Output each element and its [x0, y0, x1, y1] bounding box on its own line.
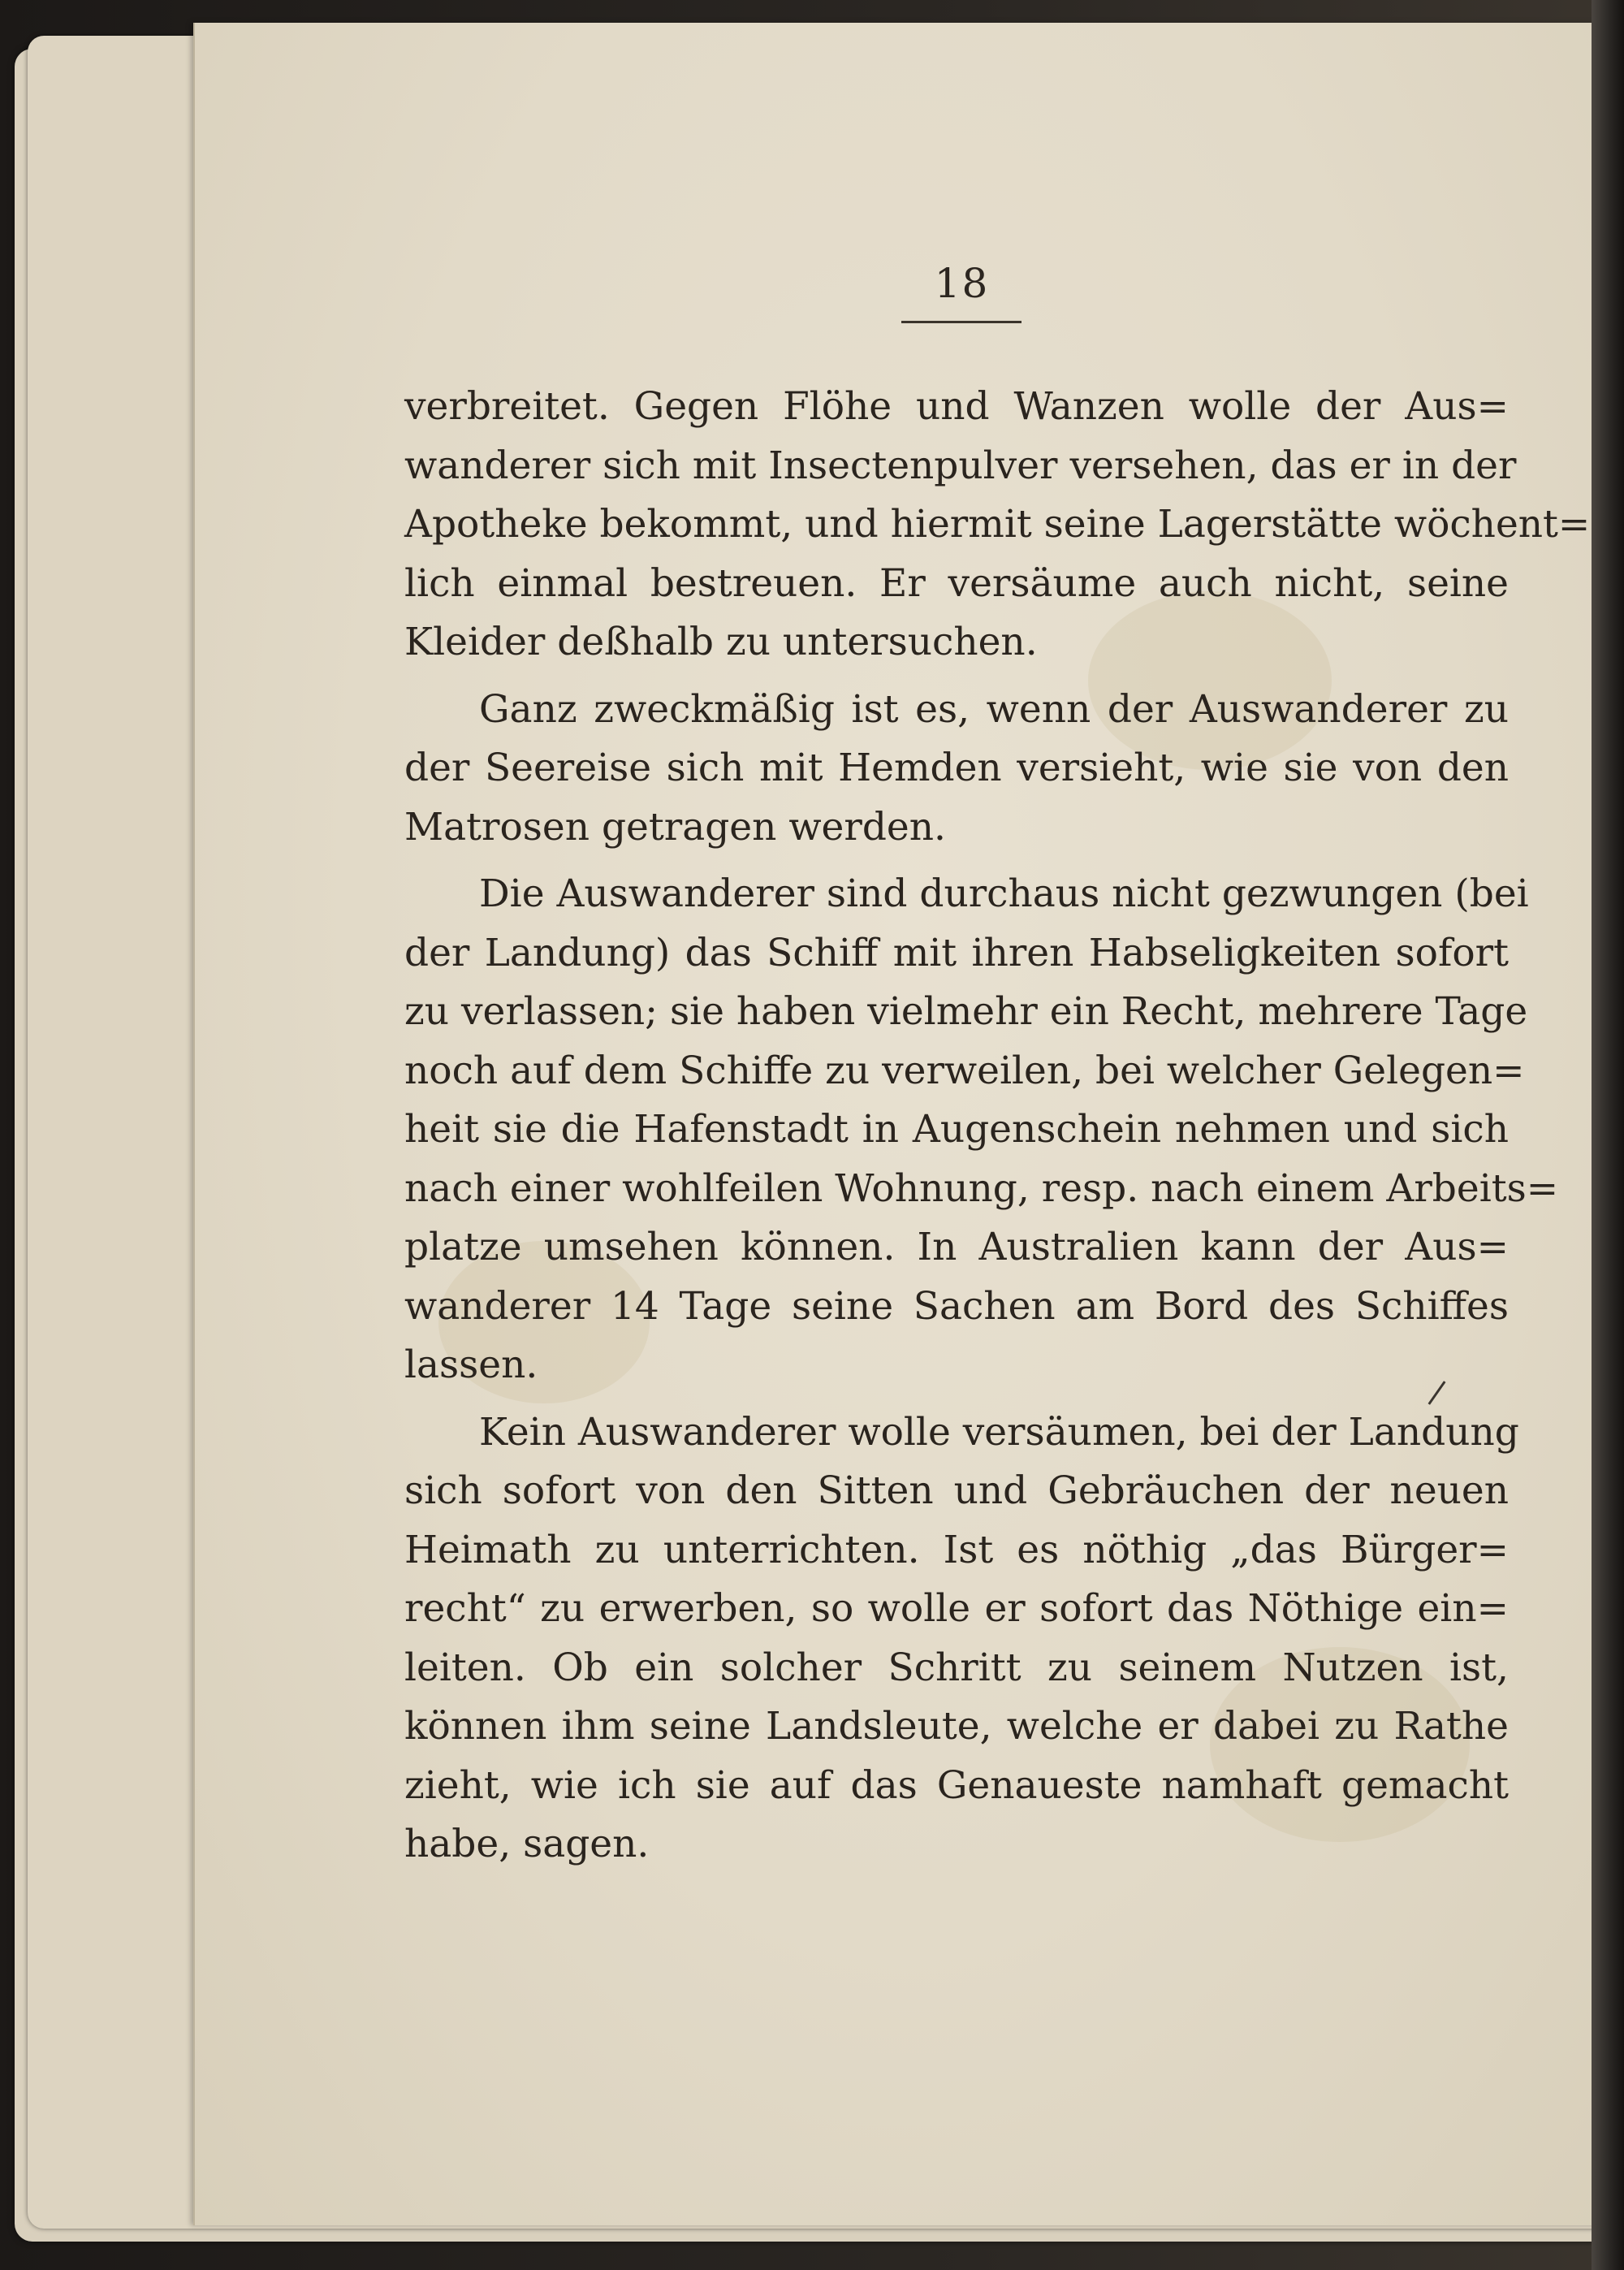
paragraph — [404, 865, 1559, 1395]
text-line: Kein Auswanderer wolle versäumen, bei der Landung — [479, 1409, 1519, 1455]
text-line: zu verlassen; sie haben vielmehr ein Recht, mehrere Tage — [404, 989, 1528, 1034]
body-text — [404, 378, 1591, 1874]
page-number-rule — [901, 321, 1021, 323]
text-line: wanderer sich mit Insectenpulver versehen, das er in der — [404, 443, 1517, 488]
paragraph — [404, 681, 1509, 858]
book-cover-edge — [1592, 0, 1624, 2270]
text-line: Heimath zu unterrichten. Ist es nöthig „das Bürger= — [404, 1527, 1509, 1572]
text-line: Matrosen getragen werden. — [404, 804, 946, 850]
text-line: wanderer 14 Tage seine Sachen am Bord des Schiffes — [404, 1283, 1509, 1329]
text-line: können ihm seine Landsleute, welche er dabei zu Rathe — [404, 1704, 1509, 1749]
text-line: nach einer wohlfeilen Wohnung, resp. nach einem Arbeits= — [404, 1165, 1559, 1211]
text-line: zieht, wie ich sie auf das Genaueste namhaft gemacht — [404, 1762, 1509, 1808]
text-line: noch auf dem Schiffe zu verweilen, bei welcher Gelegen= — [404, 1048, 1525, 1093]
text-line: verbreitet. Gegen Flöhe und Wanzen wolle der Aus= — [404, 384, 1509, 429]
paragraph — [404, 1403, 1519, 1874]
text-line: platze umsehen können. In Australien kann der Aus= — [404, 1225, 1509, 1269]
text-line: heit sie die Hafenstadt in Augenschein nehmen und sich — [404, 1107, 1509, 1152]
text-line: lassen. — [404, 1343, 538, 1387]
text-line: Die Auswanderer sind durchaus nicht gezwungen (bei — [479, 871, 1529, 916]
text-line: sich sofort von den Sitten und Gebräuchen der neuen — [404, 1468, 1509, 1513]
paragraph — [404, 378, 1591, 672]
text-line: leiten. Ob ein solcher Schritt zu seinem Nutzen ist, — [404, 1645, 1509, 1690]
text-line: der Seereise sich mit Hemden versieht, wie sie von den — [404, 746, 1509, 790]
text-line: recht“ zu erwerben, so wolle er sofort das Nöthige ein= — [404, 1586, 1509, 1631]
text-line: Kleider deßhalb zu untersuchen. — [404, 620, 1038, 664]
text-line: Ganz zweckmäßig ist es, wenn der Auswanderer zu — [479, 686, 1509, 732]
page-number: 18 — [934, 260, 990, 307]
text-line: Apotheke bekommt, und hiermit seine Lagerstätte wöchent= — [404, 502, 1591, 547]
text-line: lich einmal bestreuen. Er versäume auch nicht, seine — [404, 560, 1509, 606]
text-line: der Landung) das Schiff mit ihren Habseligkeiten sofort — [404, 930, 1509, 975]
text-line: habe, sagen. — [404, 1822, 650, 1866]
